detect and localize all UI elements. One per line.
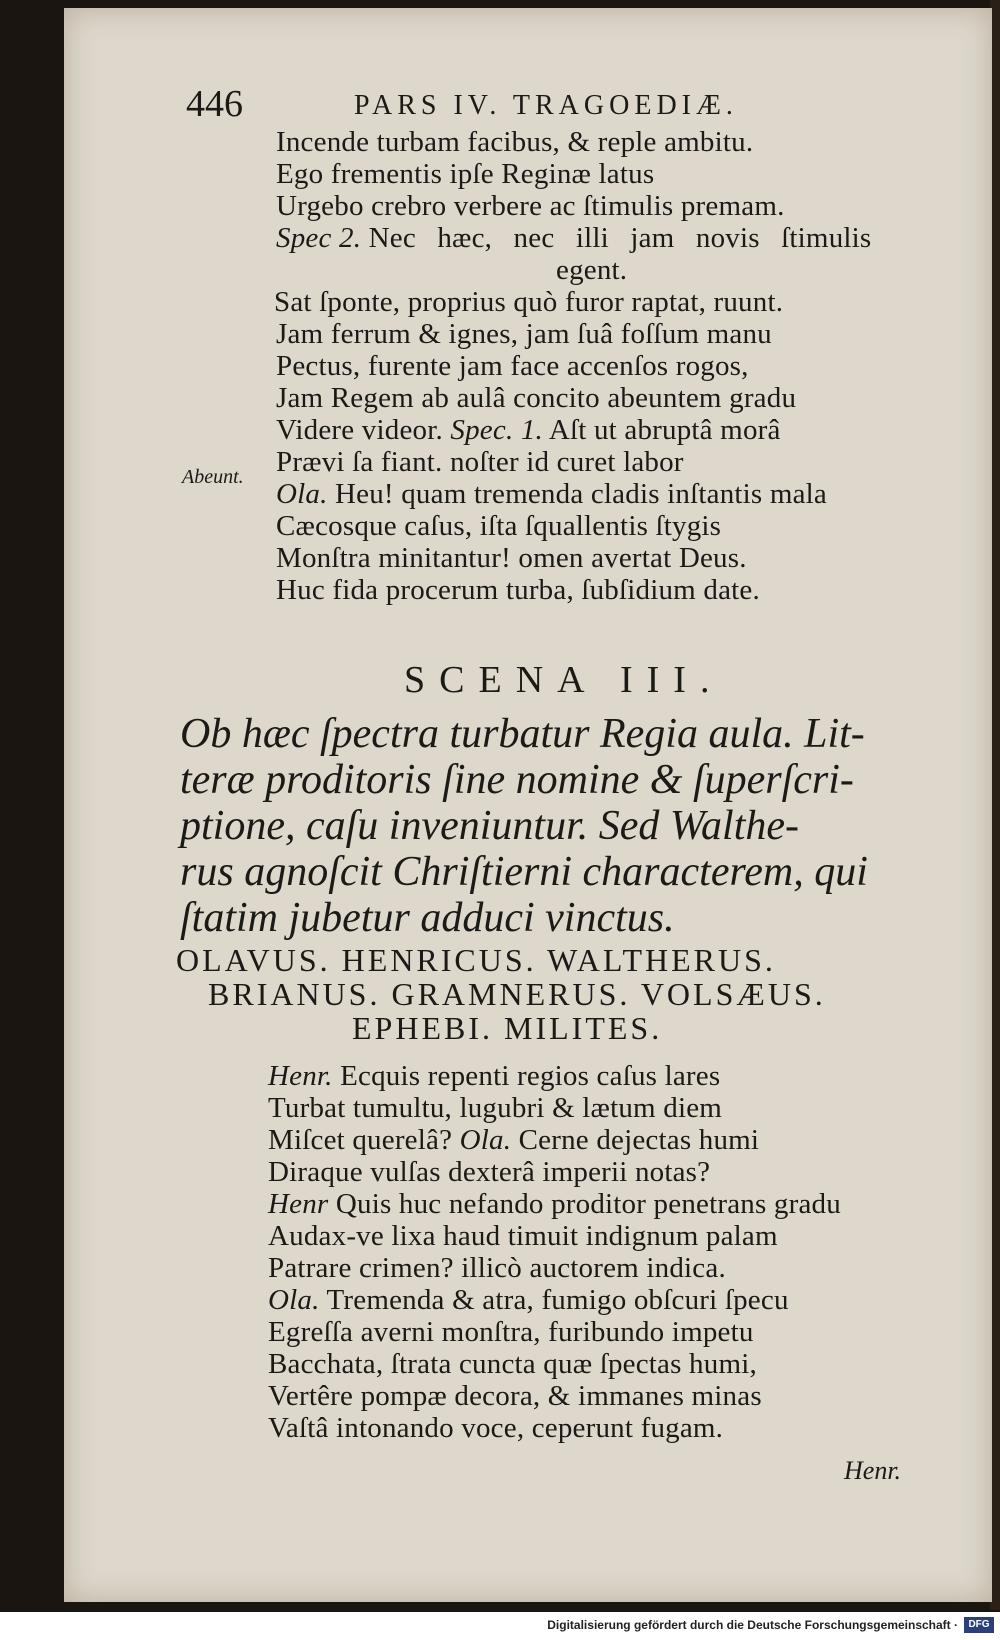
catchword: Henr. (844, 1456, 902, 1485)
verse-line: Huc fida procerum turba, ſubſidium date. (276, 574, 760, 606)
verse-line: Urgebo crebro verbere ac ſtimulis premam. (276, 190, 785, 222)
speaker-label: Ola. (459, 1124, 512, 1156)
verse-line: Jam Regem ab aulâ concito abeuntem gradu (276, 382, 797, 414)
argument-line: rus agnoſcit Chriſtierni characterem, qui (180, 849, 868, 895)
verse-line: Ego frementis ipſe Reginæ latus (276, 158, 655, 190)
cast-line: BRIANUS. GRAMNERUS. VOLSÆUS. (208, 976, 826, 1012)
verse-line: Audax-ve lixa haud timuit indignum palam (268, 1220, 778, 1252)
verse-line: Prævi ſa fiant. noſter id curet labor (276, 446, 684, 478)
book-page (64, 8, 992, 1602)
verse-line: Sat ſponte, proprius quò furor raptat, ruunt. (274, 286, 784, 318)
argument-line: ſtatim jubetur adduci vinctus. (180, 895, 675, 941)
speaker-label: Ola. (268, 1284, 320, 1316)
margin-note: Abeunt. (182, 466, 244, 488)
speaker-label: Spec. 1. (450, 414, 543, 446)
verse-line: Patrare crimen? illicò auctorem indica. (268, 1252, 726, 1284)
scene-heading: SCENA III. (404, 659, 724, 701)
verse-line: Ola. Tremenda & atra, fumigo obſcuri ſpecu (268, 1284, 789, 1316)
verse-line: Videre videor. Spec. 1. Aſt ut abruptâ morâ (276, 414, 781, 446)
verse-line: Turbat tumultu, lugubri & lætum diem (268, 1092, 723, 1124)
verse-line: Diraque vulſas dexterâ imperii notas? (268, 1156, 711, 1188)
verse-line: Vertêre pompæ decora, & immanes minas (268, 1380, 762, 1412)
verse-line: egent. (556, 254, 628, 286)
argument-line: ptione, caſu inveniuntur. Sed Walthe- (180, 803, 800, 849)
argument-line: Ob hæc ſpectra turbatur Regia aula. Lit- (180, 711, 865, 757)
verse-line: Ola. Heu! quam tremenda cladis inſtantis mala (276, 478, 827, 510)
verse-line: Vaſtâ intonando voce, ceperunt fugam. (268, 1412, 724, 1444)
verse-line: Egreſſa averni monſtra, furibundo impetu (268, 1316, 754, 1348)
verse-line: Henr Quis huc nefando proditor penetrans gradu (268, 1188, 841, 1220)
speaker-label: Henr. (268, 1060, 333, 1092)
verse-line: Spec 2. Nec hæc, nec illi jam novis ſtimulis (276, 222, 872, 254)
running-title: PARS IV. TRAGOEDIÆ. (354, 90, 738, 121)
cast-line: OLAVUS. HENRICUS. WALTHERUS. (176, 942, 776, 978)
funding-credit: Digitalisierung gefördert durch die Deutsche Forschungsgemeinschaft · (547, 1618, 958, 1632)
page-number: 446 (186, 83, 243, 125)
argument-line: teræ proditoris ſine nomine & ſuperſcri- (180, 757, 854, 803)
speaker-label: Henr (268, 1188, 329, 1220)
verse-line: Bacchata, ſtrata cuncta quæ ſpectas humi, (268, 1348, 757, 1380)
verse-line: Incende turbam facibus, & reple ambitu. (276, 126, 754, 158)
speaker-label: Ola. (276, 478, 328, 510)
digitization-footer (0, 1612, 1000, 1640)
page-text (64, 8, 992, 1602)
verse-line: Monſtra minitantur! omen avertat Deus. (276, 542, 747, 574)
cast-line: EPHEBI. MILITES. (352, 1010, 663, 1046)
verse-line: Henr. Ecquis repenti regios caſus lares (268, 1060, 721, 1092)
verse-line: Miſcet querelâ? Ola. Cerne dejectas humi (268, 1124, 760, 1156)
verse-line: Cæcosque caſus, iſta ſquallentis ſtygis (276, 510, 722, 542)
speaker-label: Spec 2. (276, 222, 362, 254)
dfg-logo: DFG (964, 1617, 994, 1633)
verse-line: Jam ferrum & ignes, jam ſuâ foſſum manu (276, 318, 772, 350)
verse-line: Pectus, furente jam face accenſos rogos, (276, 350, 749, 382)
